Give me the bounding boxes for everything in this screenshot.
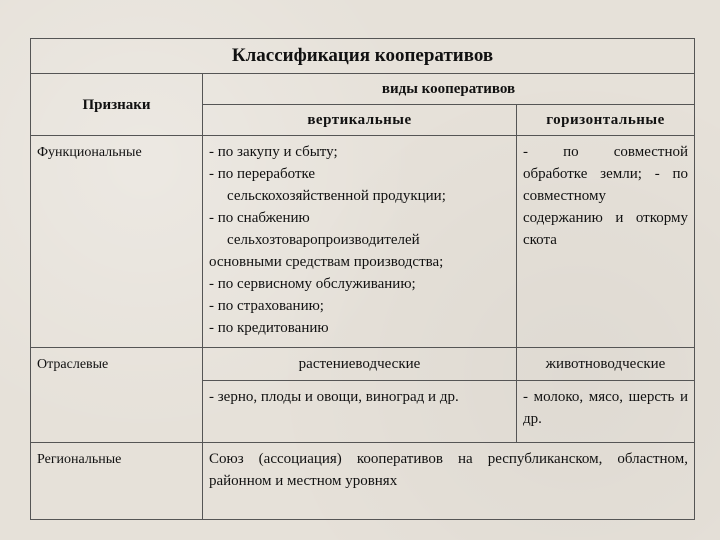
functional-vertical-line: - по сервисному обслуживанию; — [209, 276, 416, 292]
sectoral-vertical-head: растениеводческие — [203, 348, 517, 381]
functional-vertical-line: сельхозтоваропроизводителей — [227, 232, 420, 248]
functional-vertical-line: - по снабжению — [209, 210, 310, 226]
classification-table — [30, 38, 695, 520]
regional-cell: Союз (ассоциация) кооперативов на республиканском, областном, районном и местном уровнях — [203, 443, 695, 520]
sign-sectoral: Отраслевые — [31, 348, 203, 443]
functional-vertical-line: - по закупу и сбыту; — [209, 144, 338, 160]
sign-regional: Региональные — [31, 443, 203, 520]
sign-functional: Функциональные — [31, 136, 203, 348]
functional-vertical-line: основными средствам производства; — [209, 254, 444, 270]
functional-vertical-line: - по страхованию; — [209, 298, 324, 314]
sectoral-horizontal-head: животноводческие — [517, 348, 695, 381]
header-horizontal: горизонтальные — [517, 105, 695, 136]
functional-vertical-cell — [203, 136, 517, 348]
sectoral-vertical-cell: - зерно, плоды и овощи, виноград и др. — [203, 381, 517, 443]
functional-vertical-line: - по переработке — [209, 166, 316, 182]
functional-horizontal-cell: - по совместной обработке земли; - по совместному содержанию и откорму скота — [517, 136, 695, 348]
functional-vertical-line: сельскохозяйственной продукции; — [227, 188, 446, 204]
header-types: виды кооперативов — [203, 74, 695, 105]
header-vertical: вертикальные — [203, 105, 517, 136]
header-signs: Признаки — [31, 74, 203, 136]
functional-vertical-line: - по кредитованию — [209, 320, 329, 336]
table-title: Классификация кооперативов — [31, 39, 695, 74]
sectoral-horizontal-cell: - молоко, мясо, шерсть и др. — [517, 381, 695, 443]
